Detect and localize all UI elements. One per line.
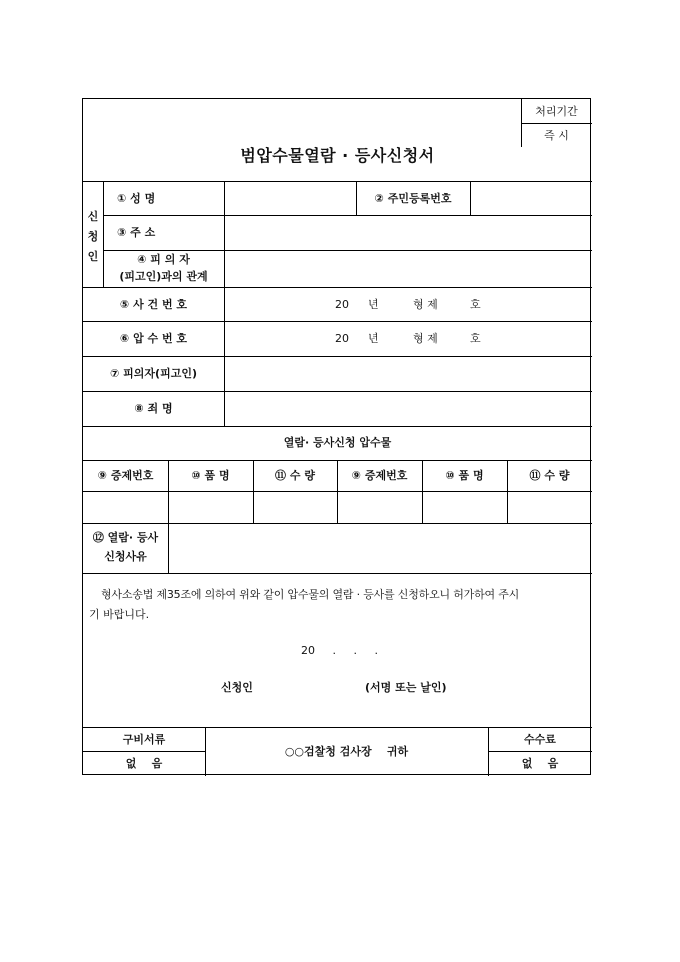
name-label: ① 성 명 [117, 192, 156, 205]
item-quantity-1-field[interactable] [253, 491, 337, 523]
application-form [82, 98, 591, 775]
seizure-no-nyeon: 년 [368, 332, 379, 345]
col-item-name-1: ⑩ 품 명 [191, 469, 230, 482]
statement-line2: 기 바랍니다. [89, 608, 150, 621]
case-no-nyeon: 년 [368, 298, 379, 311]
relation-field[interactable] [224, 250, 592, 287]
rrn-label: ② 주민등록번호 [374, 192, 452, 205]
item-quantity-2-field[interactable] [507, 491, 592, 523]
item-name-2-field[interactable] [422, 491, 507, 523]
col-evidence-no-1: ⑨ 증제번호 [97, 469, 154, 482]
signer-name-field[interactable] [263, 675, 359, 699]
reason-label-line2: 신청사유 [104, 550, 147, 563]
reason-label-line1: ⑫ 열람· 등사 [92, 531, 159, 544]
fee-label: 수수료 [524, 733, 556, 746]
recipient: ○○검찰청 검사장 귀하 [284, 745, 409, 758]
items-header: 열람· 등사신청 압수물 [283, 436, 392, 449]
col-evidence-no-2: ⑨ 증제번호 [351, 469, 408, 482]
signer-label: 신청인 [221, 681, 253, 694]
sign-note: (서명 또는 날인) [365, 681, 447, 694]
statement-line1: 형사소송법 제35조에 의하여 위와 같이 압수물의 열람 · 등사를 신청하오니 허가하여 주시 [101, 588, 520, 601]
case-no-year: 20 [335, 298, 349, 311]
application-date: 20 . . . [301, 644, 378, 657]
relation-label-line2: (피고인)과의 관계 [119, 270, 208, 283]
seizure-no-type: 형 제 [413, 332, 438, 345]
reason-field[interactable] [168, 523, 592, 573]
col-quantity-2: ⑪ 수 량 [529, 469, 570, 482]
item-evidence-no-2-field[interactable] [337, 491, 422, 523]
item-evidence-no-1-field[interactable] [83, 491, 168, 523]
seizure-no-ho: 호 [470, 332, 481, 345]
applicant-group-label: 신 청 인 [87, 210, 99, 263]
name-field[interactable] [224, 181, 356, 215]
processing-period-value: 즉 시 [544, 129, 569, 142]
suspect-label: ⑦ 피의자(피고인) [110, 367, 197, 380]
case-no-ho: 호 [470, 298, 481, 311]
attachments-value: 없 음 [125, 757, 163, 770]
case-no-label: ⑤ 사 건 번 호 [119, 298, 188, 311]
suspect-field[interactable] [224, 356, 592, 391]
col-quantity-1: ⑪ 수 량 [275, 469, 315, 482]
col-item-name-2: ⑩ 품 명 [445, 469, 484, 482]
relation-label-line1: ④ 피 의 자 [137, 253, 190, 266]
processing-period-label: 처리기간 [535, 105, 578, 118]
form-title: 범압수물열람 · 등사신청서 [240, 146, 435, 165]
address-field[interactable] [224, 215, 592, 250]
case-no-type: 형 제 [413, 298, 438, 311]
attachments-label: 구비서류 [122, 733, 166, 746]
crime-label: ⑧ 죄 명 [134, 402, 173, 415]
crime-field[interactable] [224, 391, 592, 426]
seizure-no-label: ⑥ 압 수 번 호 [119, 332, 188, 345]
fee-value: 없 음 [521, 757, 559, 770]
rrn-field[interactable] [470, 181, 592, 215]
address-label: ③ 주 소 [117, 226, 156, 239]
seizure-no-year: 20 [335, 332, 349, 345]
item-name-1-field[interactable] [168, 491, 253, 523]
